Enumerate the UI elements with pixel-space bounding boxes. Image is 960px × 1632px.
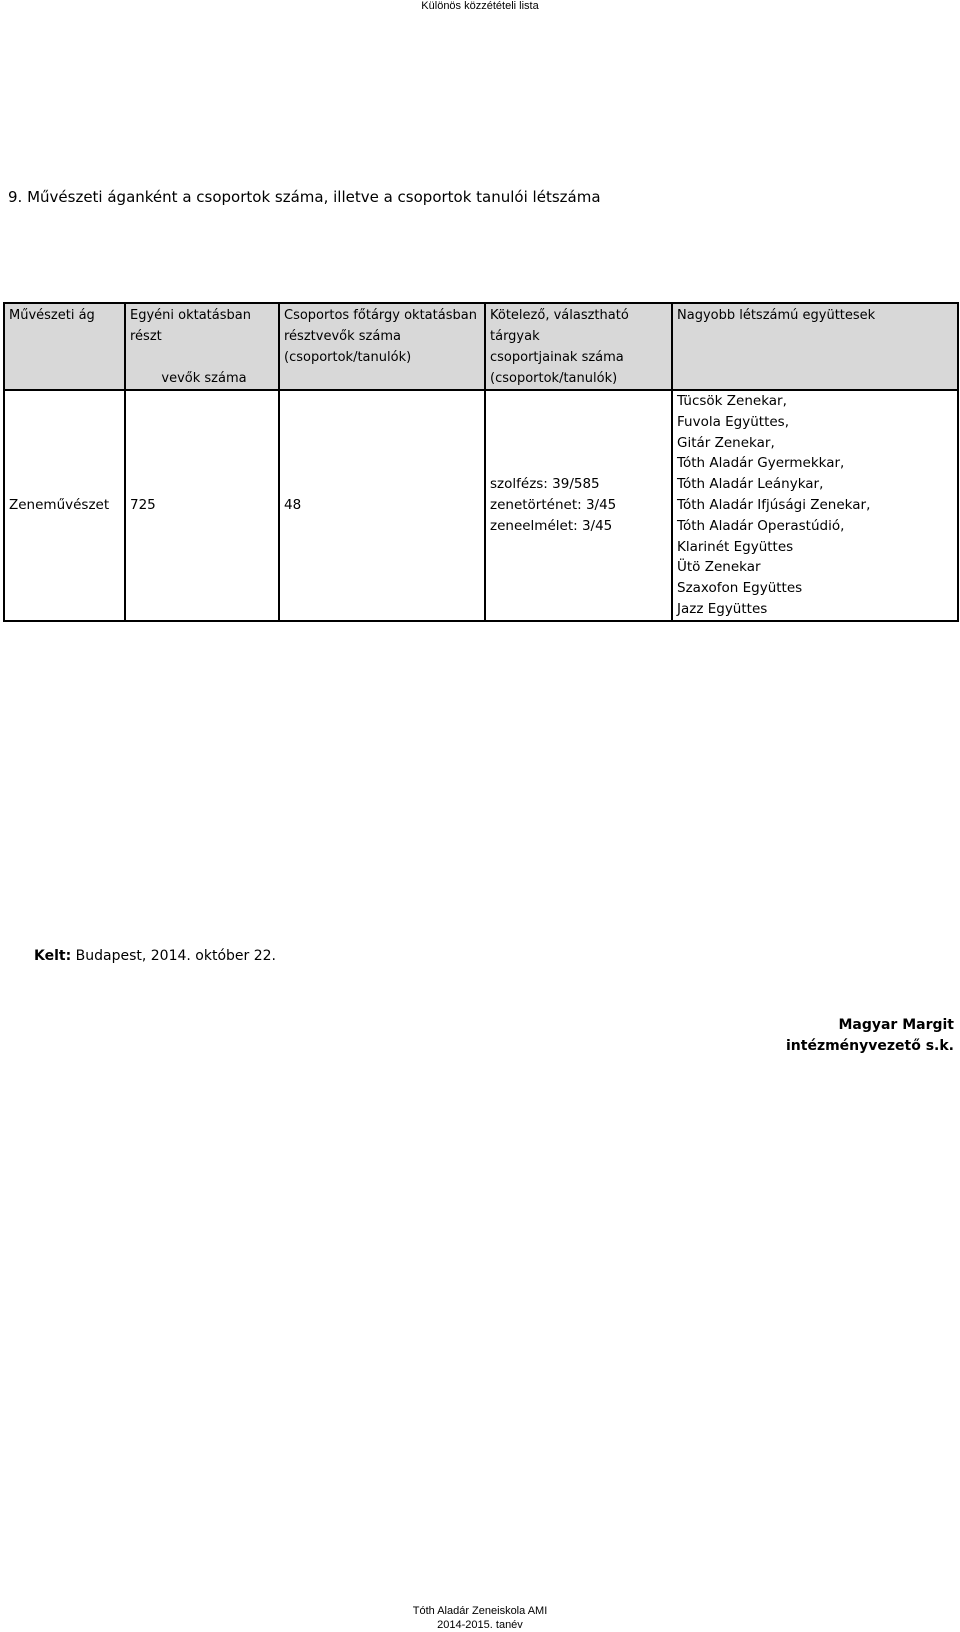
ensemble-item: Tóth Aladár Operastúdió,	[677, 517, 845, 534]
header-subjects-line2: csoportjainak száma	[490, 350, 624, 365]
header-group-line2: résztvevők száma	[284, 329, 401, 344]
header-individual	[125, 303, 279, 390]
ensemble-item: Szaxofon Együttes	[677, 580, 803, 597]
ensemble-item: Ütö Zenekar	[677, 559, 761, 576]
signature-name: Magyar Margit	[838, 1017, 954, 1033]
header-subjects	[485, 303, 672, 390]
cell-branch: Zeneművészet	[4, 390, 125, 621]
ensemble-item: Tóth Aladár Leánykar,	[677, 476, 824, 493]
place-date-value: Budapest, 2014. október 22.	[75, 948, 276, 964]
subject-item: szolfézs: 39/585	[490, 475, 600, 492]
ensemble-item: Gitár Zenekar,	[677, 434, 775, 451]
table-header-row	[4, 303, 958, 390]
cell-group: 48	[279, 390, 485, 621]
header-group	[279, 303, 485, 390]
header-branch	[4, 303, 125, 390]
header-individual-line2: vevők száma	[161, 371, 247, 386]
subject-item: zenetörténet: 3/45	[490, 496, 617, 513]
header-individual-line1: Egyéni oktatásban részt	[130, 308, 251, 344]
section-title: 9. Művészeti áganként a csoportok száma, illetve a csoportok tanulói létszáma	[8, 188, 601, 206]
cell-ensembles	[672, 390, 958, 621]
ensemble-item: Tóth Aladár Gyermekkar,	[677, 455, 845, 472]
cell-individual: 725	[125, 390, 279, 621]
footer-year: 2014-2015. tanév	[437, 1619, 523, 1631]
subject-item: zeneelmélet: 3/45	[490, 517, 613, 534]
ensemble-item: Jazz Együttes	[677, 600, 768, 617]
page-footer	[0, 1604, 960, 1632]
place-date	[34, 948, 276, 964]
footer-school: Tóth Aladár Zeneiskola AMI	[412, 1605, 548, 1617]
groups-table	[3, 302, 959, 622]
ensemble-item: Tóth Aladár Ifjúsági Zenekar,	[677, 496, 871, 513]
table-row	[4, 390, 958, 621]
cell-subjects	[485, 390, 672, 621]
signature-block	[786, 1015, 954, 1057]
header-group-line1: Csoportos főtárgy oktatásban	[284, 308, 477, 323]
signature-role: intézményvezető s.k.	[785, 1038, 954, 1054]
header-subjects-line3: (csoportok/tanulók)	[490, 371, 618, 386]
header-ensembles	[672, 303, 958, 390]
page-header: Különös közzétételi lista	[421, 0, 539, 12]
ensemble-item: Fuvola Együttes,	[677, 413, 790, 430]
header-branch-text: Művészeti ág	[9, 308, 95, 323]
ensemble-item: Tücsök Zenekar,	[677, 393, 787, 409]
header-group-line3: (csoportok/tanulók)	[284, 350, 412, 365]
header-ensembles-text: Nagyobb létszámú együttesek	[677, 308, 876, 323]
header-subjects-line1: Kötelező, választható tárgyak	[490, 308, 629, 344]
ensemble-item: Klarinét Együttes	[677, 538, 794, 555]
place-date-label: Kelt:	[34, 948, 72, 964]
